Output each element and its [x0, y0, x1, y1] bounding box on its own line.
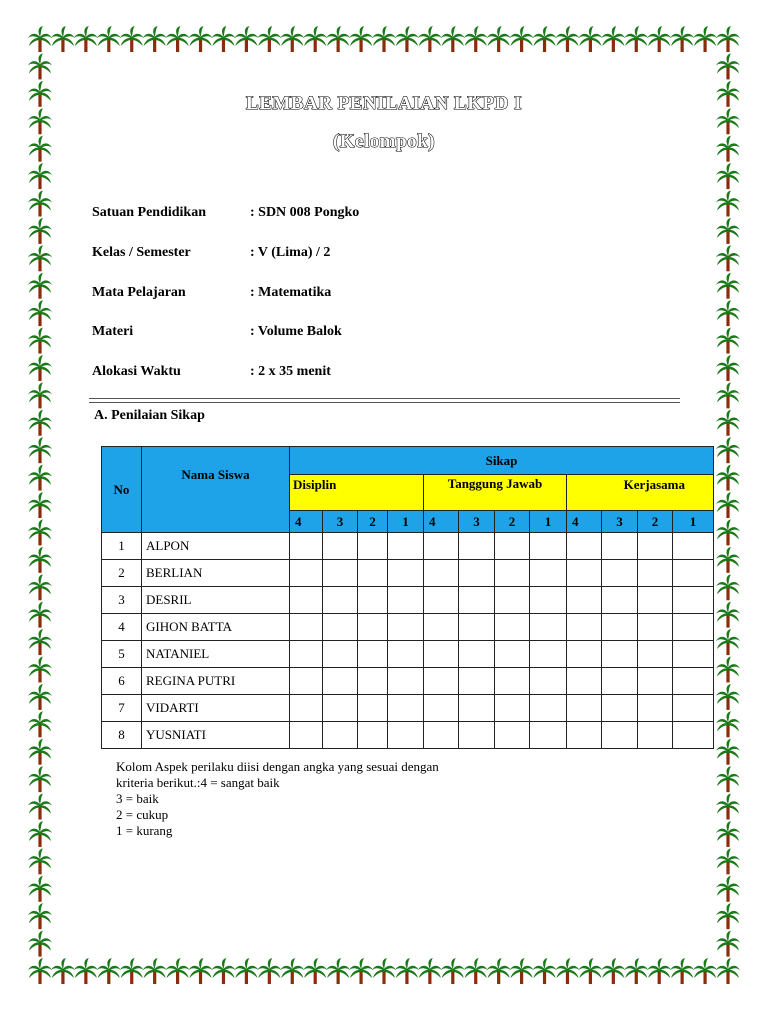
- score-cell[interactable]: [358, 614, 388, 641]
- palm-tree-icon: [716, 848, 740, 874]
- score-cell[interactable]: [567, 641, 602, 668]
- score-cell[interactable]: [602, 587, 638, 614]
- score-cell[interactable]: [323, 722, 358, 749]
- palm-tree-icon: [716, 876, 740, 902]
- palm-tree-icon: [74, 26, 98, 52]
- info-value: : 2 x 35 menit: [250, 364, 331, 379]
- score-cell[interactable]: [530, 695, 567, 722]
- score-header: 3: [459, 511, 495, 533]
- divider: [89, 398, 680, 399]
- palm-tree-icon: [578, 26, 602, 52]
- score-cell[interactable]: [638, 533, 673, 560]
- palm-tree-icon: [28, 382, 52, 408]
- score-cell[interactable]: [388, 722, 424, 749]
- palm-tree-icon: [28, 574, 52, 600]
- score-cell[interactable]: [424, 695, 459, 722]
- score-cell[interactable]: [388, 695, 424, 722]
- score-cell[interactable]: [530, 641, 567, 668]
- section-heading: A. Penilaian Sikap: [94, 408, 205, 423]
- palm-tree-icon: [28, 684, 52, 710]
- palm-tree-icon: [51, 26, 75, 52]
- palm-tree-icon: [716, 437, 740, 463]
- score-cell[interactable]: [495, 641, 530, 668]
- palm-tree-icon: [211, 26, 235, 52]
- palm-tree-icon: [441, 958, 465, 984]
- student-number: 2: [102, 560, 142, 587]
- score-cell[interactable]: [673, 695, 714, 722]
- score-cell[interactable]: [495, 722, 530, 749]
- palm-tree-icon: [28, 355, 52, 381]
- palm-tree-icon: [326, 958, 350, 984]
- score-cell[interactable]: [459, 722, 495, 749]
- palm-tree-icon: [716, 574, 740, 600]
- student-number: 7: [102, 695, 142, 722]
- palm-tree-icon: [28, 656, 52, 682]
- column-header-nama: Nama Siswa: [142, 447, 290, 533]
- score-cell[interactable]: [388, 668, 424, 695]
- score-cell[interactable]: [567, 668, 602, 695]
- info-label: Satuan Pendidikan: [92, 205, 206, 220]
- score-cell[interactable]: [388, 560, 424, 587]
- palm-tree-icon: [395, 958, 419, 984]
- palm-tree-icon: [28, 53, 52, 79]
- palm-tree-icon: [716, 410, 740, 436]
- palm-tree-icon: [189, 26, 213, 52]
- palm-tree-icon: [601, 26, 625, 52]
- palm-tree-icon: [349, 958, 373, 984]
- palm-tree-icon: [647, 26, 671, 52]
- score-cell[interactable]: [602, 641, 638, 668]
- palm-tree-icon: [601, 958, 625, 984]
- score-cell[interactable]: [530, 614, 567, 641]
- score-cell[interactable]: [638, 587, 673, 614]
- palm-tree-icon: [257, 958, 281, 984]
- palm-tree-icon: [211, 958, 235, 984]
- column-header-sikap: Sikap: [290, 447, 714, 475]
- score-cell[interactable]: [602, 695, 638, 722]
- score-cell[interactable]: [358, 641, 388, 668]
- palm-tree-icon: [257, 26, 281, 52]
- palm-tree-icon: [28, 876, 52, 902]
- student-number: 4: [102, 614, 142, 641]
- score-cell[interactable]: [323, 533, 358, 560]
- palm-tree-icon: [97, 958, 121, 984]
- info-label: Mata Pelajaran: [92, 285, 186, 300]
- student-name: GIHON BATTA: [142, 614, 290, 641]
- palm-tree-icon: [303, 958, 327, 984]
- palm-tree-icon: [28, 519, 52, 545]
- score-cell[interactable]: [459, 668, 495, 695]
- table-row: [102, 560, 714, 587]
- score-cell[interactable]: [424, 641, 459, 668]
- score-cell[interactable]: [602, 560, 638, 587]
- palm-tree-icon: [464, 26, 488, 52]
- score-cell[interactable]: [358, 695, 388, 722]
- score-cell[interactable]: [602, 533, 638, 560]
- palm-tree-icon: [349, 26, 373, 52]
- palm-tree-icon: [464, 958, 488, 984]
- palm-tree-icon: [716, 602, 740, 628]
- palm-tree-icon: [372, 958, 396, 984]
- score-cell[interactable]: [638, 641, 673, 668]
- score-cell[interactable]: [459, 533, 495, 560]
- score-cell[interactable]: [673, 587, 714, 614]
- score-cell[interactable]: [290, 614, 323, 641]
- score-cell[interactable]: [459, 614, 495, 641]
- score-cell[interactable]: [567, 587, 602, 614]
- score-cell[interactable]: [358, 668, 388, 695]
- score-cell[interactable]: [323, 641, 358, 668]
- palm-tree-icon: [303, 26, 327, 52]
- score-cell[interactable]: [567, 560, 602, 587]
- palm-tree-icon: [716, 821, 740, 847]
- score-cell[interactable]: [673, 641, 714, 668]
- score-cell[interactable]: [323, 695, 358, 722]
- student-name: BERLIAN: [142, 560, 290, 587]
- palm-tree-icon: [716, 739, 740, 765]
- student-number: 1: [102, 533, 142, 560]
- student-rows: [102, 533, 714, 749]
- palm-tree-icon: [555, 958, 579, 984]
- score-cell[interactable]: [459, 587, 495, 614]
- divider: [89, 402, 680, 403]
- palm-tree-icon: [716, 382, 740, 408]
- score-cell[interactable]: [602, 614, 638, 641]
- palm-tree-icon: [716, 492, 740, 518]
- student-number: 3: [102, 587, 142, 614]
- palm-tree-icon: [28, 739, 52, 765]
- score-header: 1: [388, 511, 424, 533]
- palm-tree-icon: [28, 711, 52, 737]
- palm-tree-icon: [28, 465, 52, 491]
- score-cell[interactable]: [388, 533, 424, 560]
- palm-tree-icon: [716, 629, 740, 655]
- student-number: 5: [102, 641, 142, 668]
- palm-tree-icon: [555, 26, 579, 52]
- aspect-kerjasama: Kerjasama: [567, 475, 714, 511]
- palm-tree-icon: [647, 958, 671, 984]
- note-line: kriteria berikut.:4 = sangat baik: [116, 775, 280, 790]
- score-cell[interactable]: [567, 722, 602, 749]
- palm-tree-icon: [120, 958, 144, 984]
- score-cell[interactable]: [495, 614, 530, 641]
- score-header: 3: [323, 511, 358, 533]
- table-row: [102, 641, 714, 668]
- score-cell[interactable]: [388, 614, 424, 641]
- palm-tree-icon: [372, 26, 396, 52]
- score-header: 1: [673, 511, 714, 533]
- score-cell[interactable]: [495, 533, 530, 560]
- page-subtitle: (Kelompok): [332, 131, 436, 152]
- score-cell[interactable]: [638, 560, 673, 587]
- score-cell[interactable]: [459, 641, 495, 668]
- palm-tree-icon: [28, 300, 52, 326]
- score-cell[interactable]: [424, 722, 459, 749]
- student-name: VIDARTI: [142, 695, 290, 722]
- palm-tree-icon: [28, 629, 52, 655]
- score-cell[interactable]: [388, 641, 424, 668]
- score-cell[interactable]: [388, 587, 424, 614]
- score-cell[interactable]: [567, 614, 602, 641]
- palm-tree-icon: [74, 958, 98, 984]
- palm-tree-icon: [28, 794, 52, 820]
- palm-tree-icon: [716, 53, 740, 79]
- score-cell[interactable]: [530, 533, 567, 560]
- score-cell[interactable]: [459, 695, 495, 722]
- score-cell[interactable]: [290, 533, 323, 560]
- note-line: Kolom Aspek perilaku diisi dengan angka yang sesuai dengan: [116, 759, 439, 774]
- score-cell[interactable]: [358, 560, 388, 587]
- palm-tree-icon: [28, 190, 52, 216]
- palm-tree-icon: [693, 958, 717, 984]
- student-name: NATANIEL: [142, 641, 290, 668]
- palm-tree-icon: [28, 437, 52, 463]
- score-header: 4: [567, 511, 602, 533]
- score-cell[interactable]: [638, 722, 673, 749]
- score-cell[interactable]: [323, 560, 358, 587]
- palm-tree-icon: [28, 410, 52, 436]
- score-cell[interactable]: [638, 668, 673, 695]
- student-number: 6: [102, 668, 142, 695]
- palm-tree-icon: [716, 300, 740, 326]
- palm-tree-icon: [716, 355, 740, 381]
- palm-tree-icon: [97, 26, 121, 52]
- score-header: 2: [358, 511, 388, 533]
- palm-tree-icon: [280, 958, 304, 984]
- note-line: 2 = cukup: [116, 807, 169, 822]
- palm-tree-icon: [234, 958, 258, 984]
- score-cell[interactable]: [602, 668, 638, 695]
- palm-tree-icon: [624, 26, 648, 52]
- scoring-note: [116, 759, 439, 839]
- palm-tree-icon: [28, 602, 52, 628]
- palm-tree-icon: [487, 958, 511, 984]
- palm-tree-icon: [716, 903, 740, 929]
- palm-tree-icon: [716, 519, 740, 545]
- palm-tree-icon: [28, 931, 52, 957]
- palm-tree-icon: [418, 26, 442, 52]
- score-cell[interactable]: [567, 533, 602, 560]
- score-cell[interactable]: [424, 668, 459, 695]
- student-number: 8: [102, 722, 142, 749]
- palm-tree-icon: [716, 273, 740, 299]
- palm-tree-icon: [120, 26, 144, 52]
- score-cell[interactable]: [459, 560, 495, 587]
- info-value: : Volume Balok: [250, 324, 342, 339]
- score-cell[interactable]: [323, 587, 358, 614]
- note-line: 1 = kurang: [116, 823, 173, 838]
- score-cell[interactable]: [495, 695, 530, 722]
- palm-tree-icon: [166, 958, 190, 984]
- score-cell[interactable]: [530, 668, 567, 695]
- score-cell[interactable]: [358, 533, 388, 560]
- palm-tree-icon: [189, 958, 213, 984]
- palm-tree-icon: [716, 26, 740, 52]
- palm-tree-icon: [51, 958, 75, 984]
- score-cell[interactable]: [495, 668, 530, 695]
- score-header: 4: [290, 511, 323, 533]
- score-cell[interactable]: [530, 722, 567, 749]
- student-name: ALPON: [142, 533, 290, 560]
- palm-tree-icon: [533, 26, 557, 52]
- header-row: [102, 447, 714, 475]
- info-label: Kelas / Semester: [92, 245, 191, 260]
- palm-tree-icon: [28, 273, 52, 299]
- palm-tree-icon: [487, 26, 511, 52]
- table-row: [102, 668, 714, 695]
- score-cell[interactable]: [673, 614, 714, 641]
- palm-tree-icon: [716, 465, 740, 491]
- score-cell[interactable]: [673, 668, 714, 695]
- score-cell[interactable]: [495, 560, 530, 587]
- palm-tree-icon: [716, 656, 740, 682]
- palm-tree-icon: [716, 766, 740, 792]
- palm-tree-icon: [510, 958, 534, 984]
- palm-tree-icon: [693, 26, 717, 52]
- palm-tree-icon: [28, 328, 52, 354]
- score-cell[interactable]: [530, 560, 567, 587]
- palm-tree-icon: [28, 245, 52, 271]
- info-value: : Matematika: [250, 285, 332, 300]
- table-row: [102, 614, 714, 641]
- score-header: 1: [530, 511, 567, 533]
- score-cell[interactable]: [290, 641, 323, 668]
- score-cell[interactable]: [323, 614, 358, 641]
- palm-tree-icon: [670, 26, 694, 52]
- score-cell[interactable]: [424, 560, 459, 587]
- palm-tree-icon: [326, 26, 350, 52]
- palm-tree-icon: [716, 794, 740, 820]
- score-cell[interactable]: [567, 695, 602, 722]
- palm-tree-icon: [234, 26, 258, 52]
- palm-tree-icon: [28, 766, 52, 792]
- palm-tree-icon: [716, 190, 740, 216]
- palm-tree-icon: [28, 492, 52, 518]
- score-header: 4: [424, 511, 459, 533]
- score-cell[interactable]: [290, 695, 323, 722]
- score-cell[interactable]: [290, 722, 323, 749]
- score-cell[interactable]: [290, 587, 323, 614]
- student-name: YUSNIATI: [142, 722, 290, 749]
- palm-tree-icon: [280, 26, 304, 52]
- attitude-assessment-table: [101, 446, 714, 749]
- score-cell[interactable]: [673, 560, 714, 587]
- score-cell[interactable]: [290, 668, 323, 695]
- palm-tree-icon: [28, 958, 52, 984]
- palm-tree-icon: [716, 163, 740, 189]
- palm-tree-icon: [716, 684, 740, 710]
- table-row: [102, 722, 714, 749]
- palm-tree-icon: [28, 903, 52, 929]
- score-cell[interactable]: [358, 722, 388, 749]
- palm-tree-icon: [441, 26, 465, 52]
- note-line: 3 = baik: [116, 791, 159, 806]
- student-name: DESRIL: [142, 587, 290, 614]
- score-cell[interactable]: [290, 560, 323, 587]
- score-header: 3: [602, 511, 638, 533]
- palm-tree-icon: [716, 958, 740, 984]
- score-cell[interactable]: [638, 695, 673, 722]
- aspect-disiplin: Disiplin: [290, 475, 424, 511]
- table-row: [102, 533, 714, 560]
- info-value: : SDN 008 Pongko: [250, 205, 360, 220]
- score-cell[interactable]: [530, 587, 567, 614]
- score-cell[interactable]: [638, 614, 673, 641]
- student-name: REGINA PUTRI: [142, 668, 290, 695]
- palm-tree-icon: [395, 26, 419, 52]
- palm-tree-icon: [578, 958, 602, 984]
- score-header: 2: [495, 511, 530, 533]
- table-row: [102, 695, 714, 722]
- palm-tree-icon: [716, 218, 740, 244]
- score-header: 2: [638, 511, 673, 533]
- palm-tree-icon: [166, 26, 190, 52]
- score-cell[interactable]: [358, 587, 388, 614]
- score-cell[interactable]: [673, 533, 714, 560]
- palm-tree-icon: [716, 931, 740, 957]
- palm-tree-icon: [28, 547, 52, 573]
- page-title: LEMBAR PENILAIAN LKPD I: [246, 93, 522, 114]
- palm-tree-icon: [28, 26, 52, 52]
- palm-tree-icon: [624, 958, 648, 984]
- score-cell[interactable]: [673, 722, 714, 749]
- palm-tree-icon: [716, 711, 740, 737]
- palm-tree-icon: [716, 245, 740, 271]
- palm-tree-icon: [28, 821, 52, 847]
- palm-tree-icon: [510, 26, 534, 52]
- score-cell[interactable]: [495, 587, 530, 614]
- info-label: Materi: [92, 324, 134, 339]
- column-header-no: No: [102, 447, 142, 533]
- score-cell[interactable]: [424, 614, 459, 641]
- palm-tree-icon: [143, 958, 167, 984]
- palm-tree-icon: [143, 26, 167, 52]
- score-cell[interactable]: [424, 587, 459, 614]
- score-cell[interactable]: [323, 668, 358, 695]
- score-cell[interactable]: [602, 722, 638, 749]
- palm-tree-icon: [716, 547, 740, 573]
- palm-tree-icon: [418, 958, 442, 984]
- info-label: Alokasi Waktu: [92, 364, 181, 379]
- palm-tree-icon: [533, 958, 557, 984]
- palm-tree-icon: [28, 848, 52, 874]
- palm-tree-icon: [670, 958, 694, 984]
- palm-tree-icon: [28, 163, 52, 189]
- score-cell[interactable]: [424, 533, 459, 560]
- table-row: [102, 587, 714, 614]
- aspect-tanggung-jawab: Tanggung Jawab: [424, 475, 567, 511]
- palm-tree-icon: [716, 328, 740, 354]
- palm-tree-icon: [28, 218, 52, 244]
- info-value: : V (Lima) / 2: [250, 245, 331, 260]
